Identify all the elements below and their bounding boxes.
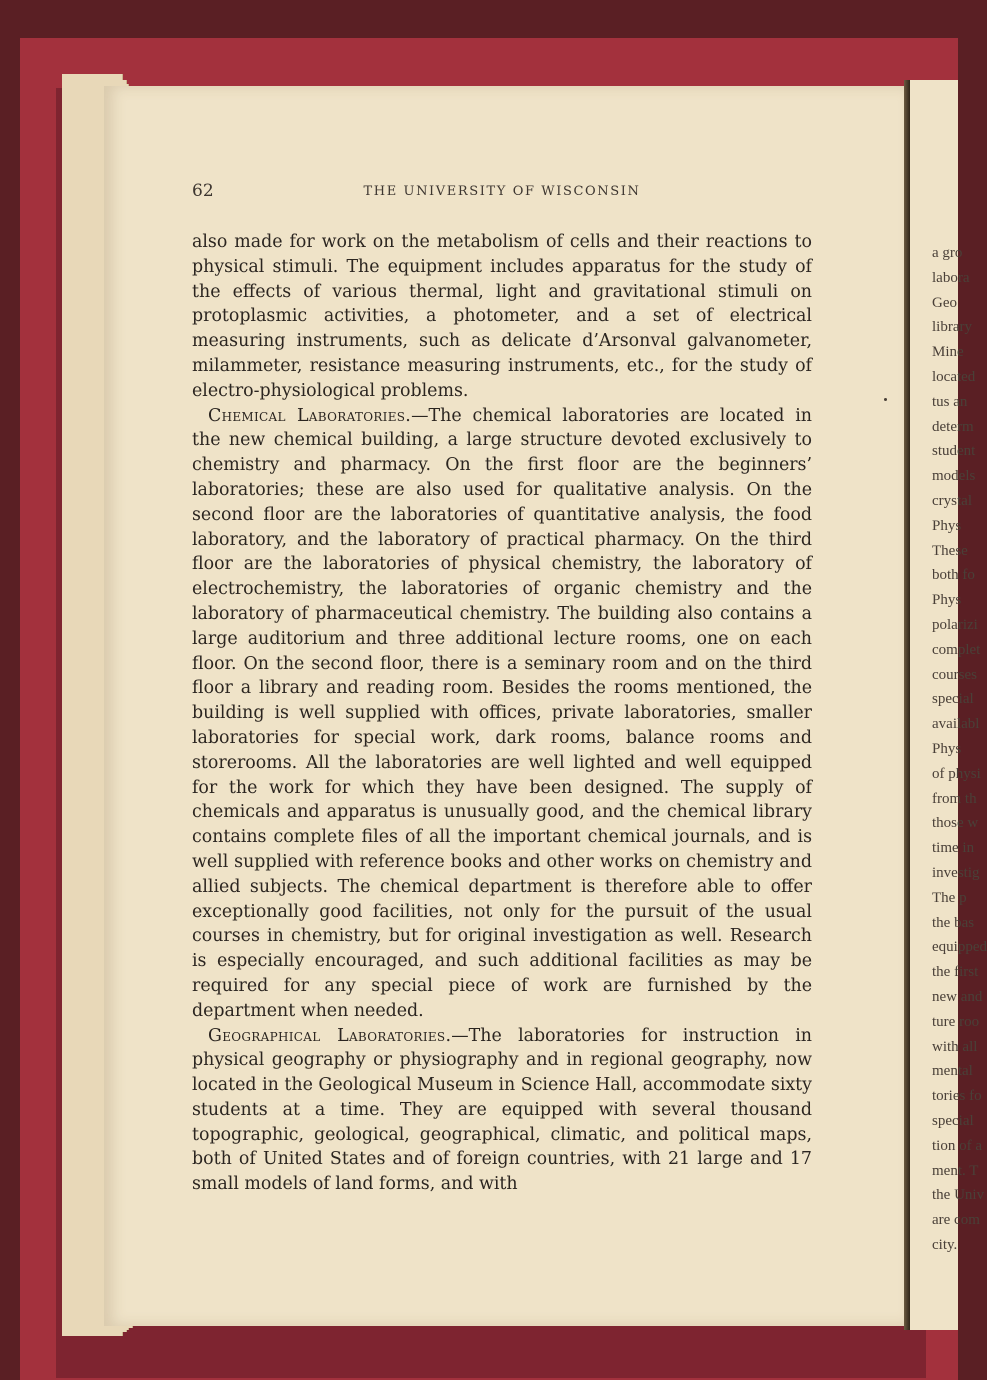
ink-speck [884, 398, 887, 401]
running-title: THE UNIVERSITY OF WISCONSIN [363, 184, 641, 199]
page-number: 62 [192, 181, 214, 201]
next-page-fragment: library [932, 319, 972, 336]
next-page-fragment: equipped [932, 939, 987, 956]
paragraph [192, 230, 812, 404]
next-page-fragment: complet [932, 641, 981, 658]
next-page-fragment: Phys [932, 741, 962, 757]
next-page-fragment: special [932, 1113, 974, 1129]
paragraph [192, 1024, 812, 1198]
paragraph-text: also made for work on the metabolism of cells and their reactions to physical stimuli. The equipment includes apparatus for the study of the effects of various thermal, light and gravitational stimuli on protoplasmic activities, a photometer, and a set of electrical measuring instruments, such as delicate d’Arsonval galvanometer, milammeter, resistance measuring instruments, etc., for the study of electro-physiological problems. [192, 232, 812, 401]
next-page-fragment: located [932, 369, 976, 385]
next-page-fragment: labora [932, 269, 970, 286]
next-page-fragment: These [932, 542, 968, 559]
next-page-fragment: mental [932, 1063, 973, 1080]
next-page-fragment: the first [932, 964, 979, 981]
next-page-fragment: new and [932, 989, 983, 1005]
paragraph-text: —The chemical laboratories are located in the new chemical building, a large structure devoted exclusively to chemistry and pharmacy. On the first floor are the beginners’ laboratories; these are also used for qualitative analysis. On the second floor are the laboratories of quantitative analysis, the food laboratory, and the laboratory of practical pharmacy. On the third floor are the laboratories of physical chemistry, the laboratory of electrochemistry, the laboratories of organic chemistry and the laboratory of pharmaceutical chemistry. The building also contains a large auditorium and three additional lecture rooms, one on each floor. On the second floor, there is a seminary room and on the third floor a library and reading room. Besides the rooms mentioned, the building is well supplied with offices, private laboratories, smaller laboratories for special work, dark rooms, balance rooms and storerooms. All the laboratories are well lighted and well equipped for the work for which they have been designed. The supply of chemicals and apparatus is unusually good, and the chemical library contains complete files of all the important chemical journals, and is well supplied with reference books and other works on chemistry and allied subjects. The chemical department is therefore able to offer exceptionally good facilities, not only for the pursuit of the usual courses in chemistry, but for original investigation as well. Research is especially encouraged, and such additional facilities as may be required for any special piece of work are furnished by the department when needed. [192, 405, 812, 1021]
next-page-fragment: the Univ [932, 1187, 985, 1204]
next-page-fragment: investig [932, 865, 980, 881]
next-page-fragment: time in [932, 840, 975, 857]
next-page-fragment: are com [932, 1212, 980, 1229]
paragraph [192, 404, 812, 1024]
body-text [192, 230, 812, 1197]
next-page-fragment: student [932, 443, 976, 460]
section-heading: Chemical Laboratories. [208, 405, 412, 426]
paragraph-text: —The laboratories for instruction in physical geography or physiography and in regional geography, now located in the Geological Museum in Science Hall, accommodate sixty students at a time. They are equipped with several thousand topographic, geological, geographical, climatic, and political maps, both of United States and of foreign countries, with 21 large and 17 small models of land forms, and with [192, 1025, 812, 1195]
next-page-fragment: Mine [932, 344, 964, 361]
next-page-fragment: Phys [932, 592, 962, 609]
next-page-fragment: a gro [932, 245, 963, 261]
next-page-fragment: tus an [932, 393, 968, 410]
next-page-fragment: from th [932, 790, 977, 807]
next-page-fragment: polarizi [932, 617, 978, 633]
next-page-fragment: ment. T [932, 1162, 979, 1179]
next-page-fragment: Phys [932, 517, 962, 534]
page-header [192, 181, 812, 205]
next-page-fragment: determ [932, 418, 974, 435]
next-page-fragment: crystal [932, 493, 972, 509]
next-page-fragment: both fo [932, 567, 975, 584]
next-page-fragment: Geo [932, 294, 957, 311]
next-page-fragment: those w [932, 815, 979, 832]
next-page-fragment: the bas [932, 914, 975, 931]
next-page-fragment: courses [932, 666, 977, 683]
next-page-fragment: city. [932, 1237, 958, 1253]
next-page-fragment: models [932, 468, 976, 485]
next-page-fragment: of physi [932, 765, 981, 782]
next-page-fragment: with all [932, 1038, 978, 1055]
next-page-fragment: tories fo [932, 1088, 982, 1105]
next-page-edge [910, 80, 987, 1330]
next-page-fragment: availabl [932, 716, 980, 733]
next-page-fragment: The p [932, 889, 967, 906]
next-page-fragment: tion of a [932, 1137, 982, 1154]
section-heading: Geographical Laboratories. [208, 1025, 452, 1046]
next-page-fragment: ture roo [932, 1013, 980, 1030]
next-page-fragment: special [932, 691, 974, 708]
